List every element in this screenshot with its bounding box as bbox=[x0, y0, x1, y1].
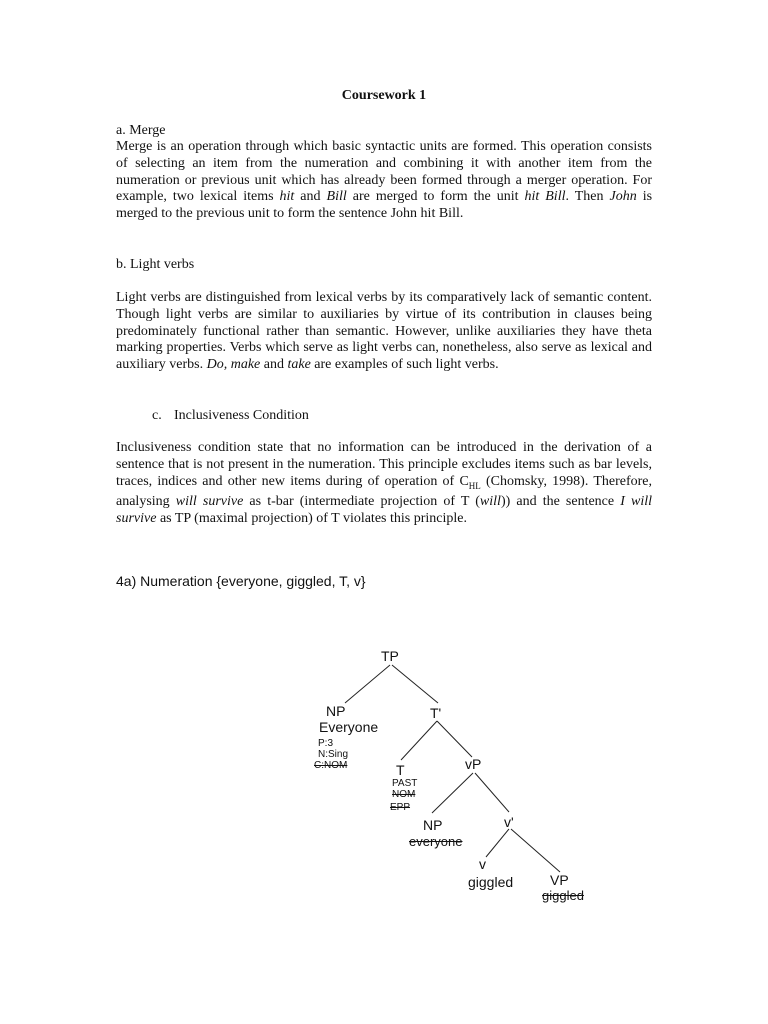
branch-vbar-vphrase bbox=[511, 829, 560, 872]
section-a-text-run: Bill bbox=[326, 189, 347, 205]
section-a-text-run: Merge is an operation through which basic syntactic units are formed. This operation consists of selecting an item from the numeration and combining it with another item from the numeration or previous unit which has already been formed through a merger operation. For example, two lexical items bbox=[116, 139, 652, 205]
vp-trace-word: giggled bbox=[542, 888, 584, 903]
section-b-text-run: Do, make bbox=[206, 357, 261, 373]
node-t: T bbox=[396, 762, 405, 778]
v-word: giggled bbox=[468, 874, 514, 890]
section-a-text-run: hit bbox=[279, 189, 295, 205]
t-feature-nom-checked: NOM bbox=[392, 789, 416, 800]
document-title: Coursework 1 bbox=[341, 88, 427, 103]
t-feature-past: PAST bbox=[392, 778, 418, 789]
section-c-text-run: as t-bar (intermediate projection of T ( bbox=[243, 494, 480, 510]
subject-feature-case-checked: C:NOM bbox=[314, 760, 348, 771]
section-a-text-run: is merged to the previous unit to form the sentence John hit Bill. bbox=[116, 189, 653, 222]
branch-tp-tbar bbox=[392, 665, 438, 703]
node-vp-phrase: VP bbox=[550, 872, 569, 888]
section-c-text-run: I will survive bbox=[116, 494, 652, 526]
section-b-text-run: and bbox=[260, 357, 288, 373]
node-v-bar: v' bbox=[504, 814, 514, 830]
section-a-text-run: . Then bbox=[565, 189, 610, 205]
branch-tbar-t bbox=[401, 721, 437, 760]
node-v: v bbox=[479, 856, 486, 872]
branch-vbar-v bbox=[486, 829, 509, 857]
section-c-text-run: will bbox=[479, 494, 501, 510]
node-t-bar: T' bbox=[430, 705, 442, 721]
node-vp-little: vP bbox=[465, 756, 482, 772]
branch-tbar-vp bbox=[437, 721, 472, 757]
section-c-text-run: as TP (maximal projection) of T violates this principle. bbox=[156, 510, 467, 526]
branch-vp-np bbox=[432, 773, 473, 813]
branch-vp-vbar bbox=[475, 773, 509, 812]
subject-feature-number: N:Sing bbox=[318, 749, 349, 760]
section-b-heading: b. Light verbs bbox=[116, 257, 195, 272]
branch-tp-np bbox=[345, 665, 390, 703]
section-c-text-run: HL bbox=[468, 480, 481, 491]
section-b-text-run: are examples of such light verbs. bbox=[310, 357, 499, 373]
section-a-text-run: John bbox=[609, 189, 637, 205]
section-c-text-run: )) and the sentence bbox=[500, 494, 621, 510]
section-c-marker: c. bbox=[152, 408, 162, 423]
section-c-text-run: (Chomsky, 1998). Therefore, analysing bbox=[116, 473, 652, 510]
node-tp: TP bbox=[381, 648, 399, 664]
subject-word: Everyone bbox=[319, 719, 379, 735]
node-np-inner: NP bbox=[423, 817, 443, 833]
section-b-text-run: take bbox=[287, 357, 311, 373]
inner-trace-word: everyone bbox=[409, 834, 463, 849]
section-c-title: Inclusiveness Condition bbox=[174, 408, 309, 423]
section-c-text-run: Inclusiveness condition state that no information can be introduced in the derivation of a sentence that is not present in the numeration. This principle excludes items such as bar levels, traces, indices and other new items during of operation of C bbox=[116, 440, 652, 489]
section-c-text-run: will survive bbox=[175, 494, 244, 510]
section-a-text-run: and bbox=[294, 189, 327, 205]
node-np-subject: NP bbox=[326, 703, 346, 719]
section-a-text-run: hit Bill bbox=[524, 189, 566, 205]
subject-feature-person: P:3 bbox=[318, 738, 334, 749]
section-a-heading: a. Merge bbox=[116, 123, 166, 138]
section-a-text-run: are merged to form the unit bbox=[346, 189, 525, 205]
section-b-text-run: Light verbs are distinguished from lexical verbs by its comparatively lack of semantic content. Though light verbs are similar to auxiliaries by virtue of its contribution in clauses being predominately functional rather than semantic. However, unlike auxiliaries they have theta marking properties. Verbs which serve as light verbs can, nonetheless, also serve as lexical and auxiliary verbs. bbox=[116, 290, 652, 373]
numeration-line: 4a) Numeration {everyone, giggled, T, v} bbox=[116, 573, 366, 589]
t-feature-epp-checked: EPP bbox=[390, 802, 411, 813]
